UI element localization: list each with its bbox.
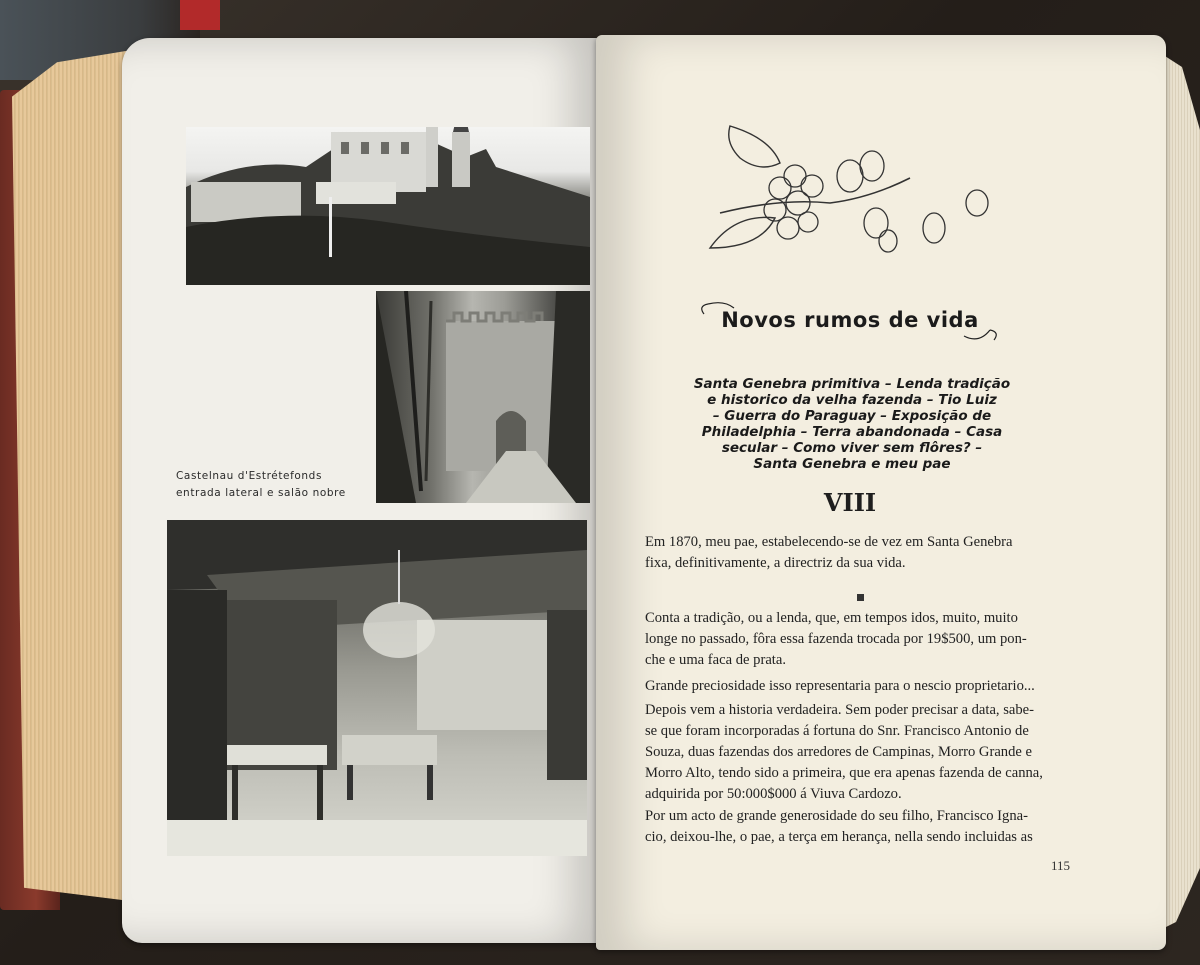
text-line: che e uma faca de prata. — [645, 652, 786, 668]
paragraph-5 — [645, 806, 1065, 848]
summary-line: Santa Genebra e meu pae — [753, 456, 951, 472]
castle-photo — [186, 127, 590, 285]
red-book-edge — [180, 0, 220, 30]
text-line: cio, deixou-lhe, o pae, a terça em herança, nella sendo incluidas as — [645, 829, 1033, 845]
paragraph-1 — [645, 532, 1065, 574]
summary-line: secular – Como viver sem flôres? – — [721, 440, 983, 456]
text-line: Souza, duas fazendas dos arredores de Campinas, Morro Grande e — [645, 744, 1033, 760]
text-line: se que foram incorporadas á fortuna do Snr. Francisco Antonio de — [645, 723, 1029, 739]
summary-line: Philadelphia – Terra abandonada – Casa — [701, 424, 1003, 440]
salon-photo — [167, 520, 587, 856]
text-line: longe no passado, fôra essa fazenda trocada por 19$500, um pon- — [645, 631, 1027, 647]
text-line: Morro Alto, tendo sido a primeira, que era apenas fazenda de canna, — [645, 765, 1043, 781]
chapter-summary — [662, 376, 1042, 472]
page-number: 115 — [1050, 858, 1070, 873]
text-line: Em 1870, meu pae, estabelecendo-se de vez em Santa Genebra — [645, 534, 1013, 550]
text-line: fixa, definitivamente, a directriz da sua vida. — [645, 555, 906, 571]
paragraph-2 — [645, 608, 1065, 671]
summary-line: Santa Genebra primitiva – Lenda tradição — [693, 376, 1011, 392]
photo-caption — [176, 468, 356, 502]
text-line: Conta a tradição, ou a lenda, que, em tempos idos, muito, muito — [645, 610, 1018, 626]
text-line: Grande preciosidade isso representaria para o nescio proprietario... — [645, 678, 1035, 694]
text-line: Depois vem a historia verdadeira. Sem poder precisar a data, sabe- — [645, 702, 1035, 718]
caption-line-1: Castelnau d'Estrétefonds — [176, 470, 323, 482]
summary-line: – Guerra do Paraguay – Exposição de — [712, 408, 992, 424]
chapter-title: Novos rumos de vida — [721, 308, 979, 332]
side-entrance-photo — [376, 291, 590, 503]
coffee-branch-ornament — [700, 118, 1000, 268]
chapter-number: VIII — [823, 488, 877, 517]
paragraph-4 — [645, 700, 1065, 805]
paragraph-3 — [645, 676, 1065, 697]
caption-line-2: entrada lateral e salão nobre — [176, 487, 346, 499]
text-line: Por um acto de grande generosidade do seu filho, Francisco Igna- — [645, 808, 1028, 824]
summary-line: e historico da velha fazenda – Tio Luiz — [707, 392, 997, 408]
section-separator — [857, 594, 864, 601]
text-line: adquirida por 50:000$000 á Viuva Cardozo. — [645, 786, 902, 802]
